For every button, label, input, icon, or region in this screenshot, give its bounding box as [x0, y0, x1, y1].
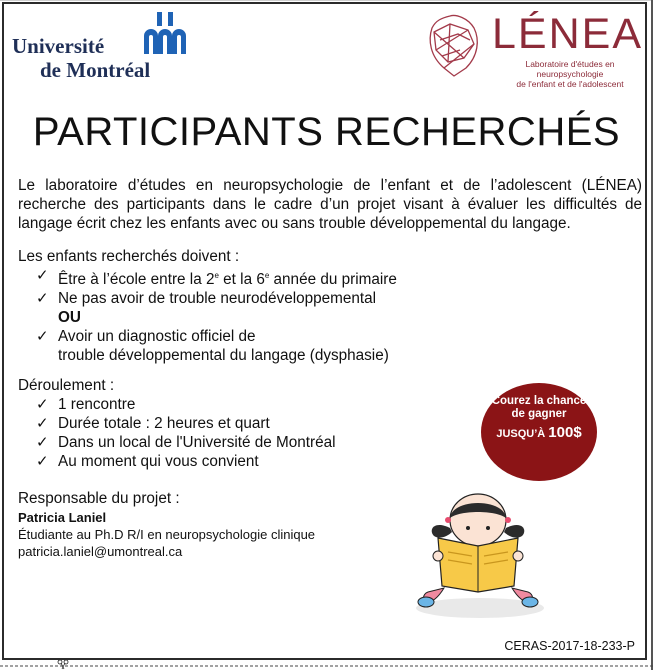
- prize-prefix: JUSQU’À: [496, 428, 546, 440]
- procedure-section: [18, 376, 336, 471]
- criteria-list: [18, 266, 397, 308]
- checkmark-icon: ✓: [36, 328, 49, 346]
- cut-line: [0, 660, 653, 670]
- scissors-icon: [58, 660, 68, 669]
- criteria-item-text: trouble développemental du langage (dysphasie): [58, 347, 389, 365]
- criteria-item: [18, 266, 397, 289]
- criteria-list-2: [18, 327, 397, 365]
- udem-logo-line2: de Montréal: [40, 58, 151, 82]
- checkmark-icon: ✓: [36, 267, 49, 284]
- procedure-item-text: 1 rencontre: [58, 396, 136, 413]
- criteria-section: [18, 247, 397, 365]
- prize-badge-text: [481, 395, 597, 421]
- lenea-brain-icon: [420, 10, 486, 80]
- contact-name: Patricia Laniel: [18, 510, 107, 525]
- procedure-list: [18, 395, 336, 471]
- checkmark-icon: ✓: [36, 434, 49, 451]
- top-border: [0, 0, 653, 1]
- contact-heading: Responsable du projet :: [18, 490, 180, 507]
- prize-badge: [481, 383, 597, 481]
- criteria-item-text: Avoir un diagnostic officiel de: [58, 328, 256, 346]
- udem-logo-line1: Université: [12, 34, 105, 58]
- criteria-item-text: Être à l’école entre la 2: [58, 271, 215, 289]
- superscript: e: [214, 271, 219, 280]
- reference-code: CERAS-2017-18-233-P: [504, 639, 635, 653]
- procedure-item: [18, 414, 336, 433]
- checkmark-icon: ✓: [36, 396, 49, 413]
- criteria-item-text: et la 6: [218, 271, 265, 289]
- procedure-item: [18, 452, 336, 471]
- procedure-item-text: Durée totale : 2 heures et quart: [58, 415, 270, 432]
- checkmark-icon: ✓: [36, 415, 49, 432]
- prize-line2: de gagner: [511, 408, 567, 420]
- prize-amount: 100$: [548, 424, 582, 441]
- criteria-item: [18, 289, 397, 308]
- procedure-item-text: Au moment qui vous convient: [58, 453, 259, 470]
- page-title: PARTICIPANTS RECHERCHÉS: [32, 110, 621, 154]
- girl-reading-illustration: [398, 490, 558, 620]
- lenea-wordmark: LÉNEA: [492, 10, 644, 58]
- contact-section: [18, 490, 315, 560]
- intro-paragraph: Le laboratoire d’études en neuropsychologie de l’enfant et de l’adolescent (LÉNEA) recherche des participants dans le cadre d’un projet visant à évaluer les difficultés de langage écrit chez les enfants avec ou sans trouble développemental du langage.: [18, 177, 642, 232]
- criteria-heading: Les enfants recherchés doivent :: [18, 248, 240, 265]
- checkmark-icon: ✓: [36, 290, 49, 308]
- lenea-subtitle-line1: Laboratoire d'études en neuropsychologie: [525, 59, 615, 79]
- lenea-subtitle-line2: de l'enfant et de l'adolescent: [516, 79, 624, 89]
- contact-email[interactable]: patricia.laniel@umontreal.ca: [18, 544, 183, 559]
- lenea-subtitle: [495, 59, 645, 89]
- or-separator: OU: [58, 309, 81, 327]
- prize-amount-line: [481, 424, 597, 441]
- checkmark-icon: ✓: [36, 453, 49, 470]
- procedure-item: [18, 433, 336, 452]
- procedure-item: [18, 395, 336, 414]
- contact-role: Étudiante au Ph.D R/I en neuropsychologie clinique: [18, 527, 316, 542]
- criteria-item-text: Ne pas avoir de trouble neurodéveloppemental: [58, 290, 377, 308]
- superscript: e: [264, 271, 270, 280]
- procedure-item-text: Dans un local de l'Université de Montréal: [58, 434, 336, 451]
- criteria-item: [18, 327, 397, 365]
- criteria-item-text: année du primaire: [269, 271, 397, 289]
- prize-line1: Courez la chance: [491, 395, 587, 407]
- udem-arches-icon: [142, 12, 190, 56]
- procedure-heading: Déroulement :: [18, 377, 115, 394]
